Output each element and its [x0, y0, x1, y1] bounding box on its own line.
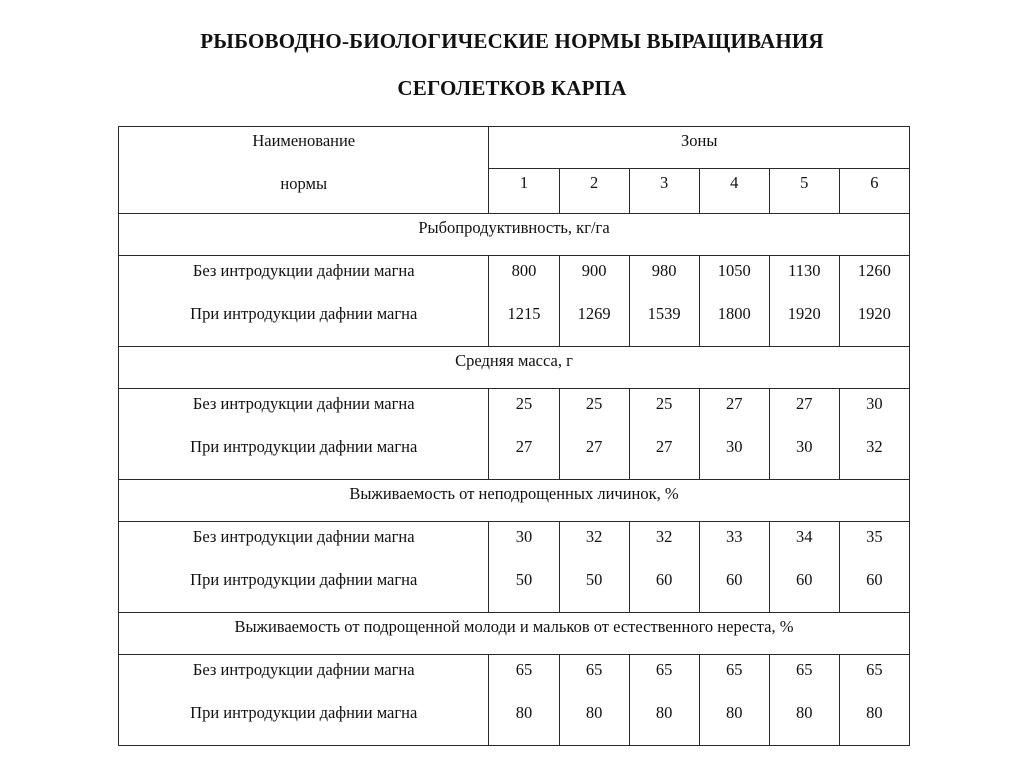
- zone-values-cell: [629, 256, 699, 347]
- norms-table: [118, 126, 910, 746]
- value: 30: [866, 394, 883, 413]
- norm-labels-cell: [119, 389, 489, 480]
- value: 27: [725, 394, 743, 413]
- section-title: Выживаемость от подрощенной молоди и мальков от естественного нереста, %: [119, 613, 910, 655]
- zone-values-cell: [559, 655, 629, 746]
- section-header-row: [119, 480, 910, 522]
- row-label: Без интродукции дафнии магна: [192, 394, 415, 413]
- zone-values-cell: [699, 389, 769, 480]
- zone-number: 4: [699, 169, 769, 214]
- header-name-line-2: нормы: [280, 174, 328, 193]
- header-zones-label: Зоны: [489, 127, 910, 169]
- value: 900: [581, 261, 607, 280]
- zone-values-cell: [839, 256, 909, 347]
- value: 27: [515, 437, 533, 456]
- table-row: [119, 256, 910, 347]
- value: 25: [585, 394, 603, 413]
- value: 65: [796, 660, 813, 679]
- value: 80: [866, 703, 883, 722]
- zone-values-cell: [559, 256, 629, 347]
- table-row: [119, 389, 910, 480]
- value: 27: [796, 394, 813, 413]
- zone-values-cell: [769, 522, 839, 613]
- value: 1260: [857, 261, 891, 280]
- value: 32: [655, 527, 673, 546]
- value: 80: [655, 703, 673, 722]
- value: 1130: [788, 261, 821, 280]
- value: 65: [655, 660, 673, 679]
- value: 27: [585, 437, 603, 456]
- zone-values-cell: [839, 655, 909, 746]
- norm-labels-cell: [119, 655, 489, 746]
- norm-labels-cell: [119, 256, 489, 347]
- zone-values-cell: [699, 522, 769, 613]
- section-title: Рыбопродуктивность, кг/га: [119, 214, 910, 256]
- zone-number: 1: [489, 169, 559, 214]
- zone-values-cell: [489, 522, 559, 613]
- value: 65: [585, 660, 603, 679]
- zone-values-cell: [769, 655, 839, 746]
- value: 32: [866, 437, 883, 456]
- value: 30: [515, 527, 533, 546]
- value: 60: [866, 570, 883, 589]
- value: 34: [796, 527, 813, 546]
- value: 33: [725, 527, 743, 546]
- zone-values-cell: [629, 655, 699, 746]
- row-label: Без интродукции дафнии магна: [192, 660, 415, 679]
- value: 60: [655, 570, 673, 589]
- value: 60: [725, 570, 743, 589]
- zone-values-cell: [699, 655, 769, 746]
- zone-values-cell: [839, 389, 909, 480]
- value: 35: [866, 527, 883, 546]
- value: 50: [585, 570, 603, 589]
- norm-labels-cell: [119, 522, 489, 613]
- row-label: Без интродукции дафнии магна: [192, 527, 415, 546]
- zone-values-cell: [559, 389, 629, 480]
- zone-number: 5: [769, 169, 839, 214]
- zone-values-cell: [839, 522, 909, 613]
- zone-values-cell: [489, 655, 559, 746]
- zone-values-cell: [489, 256, 559, 347]
- zone-values-cell: [559, 522, 629, 613]
- row-label: При интродукции дафнии магна: [190, 703, 418, 722]
- zone-values-cell: [769, 256, 839, 347]
- value: 980: [651, 261, 677, 280]
- zone-number: 3: [629, 169, 699, 214]
- value: 80: [585, 703, 603, 722]
- row-label: При интродукции дафнии магна: [190, 437, 418, 456]
- section-header-row: [119, 613, 910, 655]
- value: 80: [515, 703, 533, 722]
- header-name-cell: [119, 127, 489, 214]
- table-row: [119, 655, 910, 746]
- value: 30: [796, 437, 813, 456]
- row-label: При интродукции дафнии магна: [190, 304, 418, 323]
- value: 27: [655, 437, 673, 456]
- section-header-row: [119, 347, 910, 389]
- page-title-line-2: СЕГОЛЕТКОВ КАРПА: [397, 76, 627, 100]
- value: 25: [655, 394, 673, 413]
- zone-values-cell: [629, 522, 699, 613]
- header-row: [119, 127, 910, 169]
- value: 80: [725, 703, 743, 722]
- zone-values-cell: [769, 389, 839, 480]
- row-label: Без интродукции дафнии магна: [192, 261, 415, 280]
- zone-values-cell: [629, 389, 699, 480]
- section-title: Выживаемость от неподрощенных личинок, %: [119, 480, 910, 522]
- value: 1800: [717, 304, 751, 323]
- value: 25: [515, 394, 533, 413]
- zone-values-cell: [489, 389, 559, 480]
- value: 1920: [787, 304, 821, 323]
- zone-number: 6: [839, 169, 909, 214]
- value: 60: [796, 570, 813, 589]
- value: 65: [725, 660, 743, 679]
- page-title-line-1: РЫБОВОДНО-БИОЛОГИЧЕСКИЕ НОРМЫ ВЫРАЩИВАНИЯ: [200, 29, 824, 53]
- row-label: При интродукции дафнии магна: [190, 570, 418, 589]
- section-title: Средняя масса, г: [119, 347, 910, 389]
- zone-values-cell: [699, 256, 769, 347]
- value: 32: [585, 527, 603, 546]
- zone-number: 2: [559, 169, 629, 214]
- value: 65: [866, 660, 883, 679]
- table-row: [119, 522, 910, 613]
- value: 1539: [647, 304, 681, 323]
- value: 30: [725, 437, 743, 456]
- value: 1269: [577, 304, 611, 323]
- section-header-row: [119, 214, 910, 256]
- value: 65: [515, 660, 533, 679]
- value: 800: [511, 261, 537, 280]
- value: 1920: [857, 304, 891, 323]
- value: 50: [515, 570, 533, 589]
- value: 1050: [717, 261, 751, 280]
- header-name-line-1: Наименование: [252, 131, 356, 150]
- value: 80: [796, 703, 813, 722]
- value: 1215: [507, 304, 541, 323]
